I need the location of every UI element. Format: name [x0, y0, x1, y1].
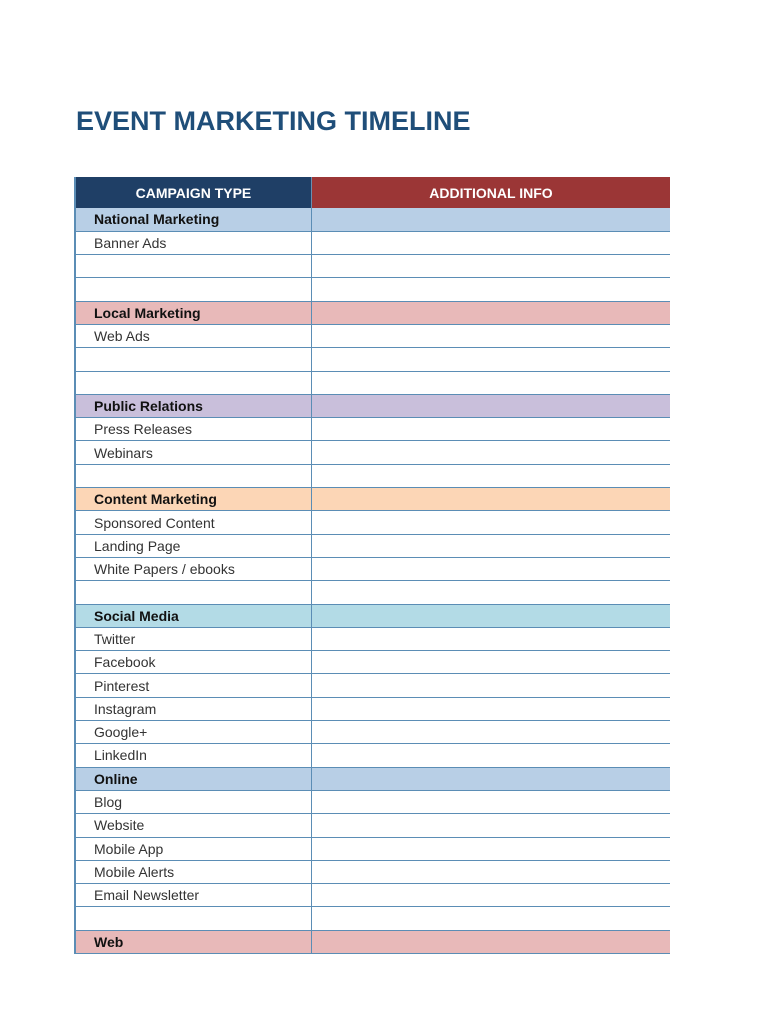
campaign-cell[interactable]: Website	[75, 814, 311, 837]
campaign-cell[interactable]: Banner Ads	[75, 231, 311, 254]
additional-info-cell[interactable]	[311, 231, 670, 254]
table-row	[75, 884, 670, 907]
additional-info-cell[interactable]	[311, 418, 670, 441]
category-label: Web	[75, 930, 311, 953]
table-row	[75, 721, 670, 744]
campaign-cell[interactable]: White Papers / ebooks	[75, 557, 311, 580]
category-label: Public Relations	[75, 394, 311, 417]
table-row	[75, 534, 670, 557]
additional-info-cell[interactable]	[311, 464, 670, 487]
campaign-cell[interactable]: Web Ads	[75, 324, 311, 347]
category-label: Local Marketing	[75, 301, 311, 324]
campaign-cell[interactable]	[75, 348, 311, 371]
table-body	[75, 208, 670, 954]
campaign-cell[interactable]: Instagram	[75, 697, 311, 720]
page-title: EVENT MARKETING TIMELINE	[76, 106, 471, 136]
category-label: Social Media	[75, 604, 311, 627]
table-row	[75, 744, 670, 767]
campaign-cell[interactable]	[75, 464, 311, 487]
additional-info-header: ADDITIONAL INFO	[311, 177, 670, 208]
additional-info-cell[interactable]	[311, 860, 670, 883]
table-row	[75, 278, 670, 301]
category-label: Content Marketing	[75, 488, 311, 511]
additional-info-cell[interactable]	[311, 744, 670, 767]
additional-info-cell[interactable]	[311, 884, 670, 907]
category-label: National Marketing	[75, 208, 311, 231]
table-row	[75, 348, 670, 371]
additional-info-cell[interactable]	[311, 721, 670, 744]
campaign-table	[74, 177, 670, 954]
table-row	[75, 697, 670, 720]
category-row	[75, 767, 670, 790]
additional-info-cell[interactable]	[311, 324, 670, 347]
campaign-cell[interactable]: Email Newsletter	[75, 884, 311, 907]
campaign-cell[interactable]: Press Releases	[75, 418, 311, 441]
table-row	[75, 651, 670, 674]
category-row	[75, 488, 670, 511]
additional-info-cell[interactable]	[311, 674, 670, 697]
table-row	[75, 231, 670, 254]
additional-info-cell[interactable]	[311, 814, 670, 837]
campaign-cell[interactable]	[75, 255, 311, 278]
additional-info-cell[interactable]	[311, 301, 670, 324]
campaign-cell[interactable]: Webinars	[75, 441, 311, 464]
campaign-cell[interactable]: Mobile Alerts	[75, 860, 311, 883]
category-row	[75, 208, 670, 231]
additional-info-cell[interactable]	[311, 278, 670, 301]
category-row	[75, 301, 670, 324]
campaign-cell[interactable]	[75, 581, 311, 604]
campaign-cell[interactable]: Blog	[75, 790, 311, 813]
table-row	[75, 581, 670, 604]
additional-info-cell[interactable]	[311, 441, 670, 464]
additional-info-cell[interactable]	[311, 488, 670, 511]
table-row	[75, 324, 670, 347]
table-row	[75, 674, 670, 697]
additional-info-cell[interactable]	[311, 627, 670, 650]
table-row	[75, 255, 670, 278]
additional-info-cell[interactable]	[311, 581, 670, 604]
additional-info-cell[interactable]	[311, 837, 670, 860]
campaign-cell[interactable]: Pinterest	[75, 674, 311, 697]
additional-info-cell[interactable]	[311, 697, 670, 720]
table-row	[75, 418, 670, 441]
additional-info-cell[interactable]	[311, 348, 670, 371]
table-row	[75, 371, 670, 394]
additional-info-cell[interactable]	[311, 208, 670, 231]
campaign-cell[interactable]: Mobile App	[75, 837, 311, 860]
additional-info-cell[interactable]	[311, 604, 670, 627]
additional-info-cell[interactable]	[311, 255, 670, 278]
table-header-row	[75, 177, 670, 208]
category-row	[75, 394, 670, 417]
category-row	[75, 930, 670, 953]
campaign-cell[interactable]: LinkedIn	[75, 744, 311, 767]
campaign-cell[interactable]: Sponsored Content	[75, 511, 311, 534]
campaign-cell[interactable]	[75, 371, 311, 394]
campaign-cell[interactable]: Twitter	[75, 627, 311, 650]
category-label: Online	[75, 767, 311, 790]
additional-info-cell[interactable]	[311, 767, 670, 790]
additional-info-cell[interactable]	[311, 907, 670, 930]
additional-info-cell[interactable]	[311, 511, 670, 534]
additional-info-cell[interactable]	[311, 651, 670, 674]
campaign-cell[interactable]: Google+	[75, 721, 311, 744]
additional-info-cell[interactable]	[311, 930, 670, 953]
campaign-cell[interactable]: Facebook	[75, 651, 311, 674]
table-row	[75, 464, 670, 487]
table-row	[75, 441, 670, 464]
table-row	[75, 814, 670, 837]
campaign-type-header: CAMPAIGN TYPE	[75, 177, 311, 208]
additional-info-cell[interactable]	[311, 371, 670, 394]
table-row	[75, 790, 670, 813]
additional-info-cell[interactable]	[311, 557, 670, 580]
table-row	[75, 511, 670, 534]
campaign-cell[interactable]	[75, 278, 311, 301]
additional-info-cell[interactable]	[311, 790, 670, 813]
additional-info-cell[interactable]	[311, 394, 670, 417]
table-row	[75, 860, 670, 883]
campaign-cell[interactable]	[75, 907, 311, 930]
table-row	[75, 557, 670, 580]
table-row	[75, 837, 670, 860]
additional-info-cell[interactable]	[311, 534, 670, 557]
table-row	[75, 627, 670, 650]
category-row	[75, 604, 670, 627]
campaign-cell[interactable]: Landing Page	[75, 534, 311, 557]
table-row	[75, 907, 670, 930]
